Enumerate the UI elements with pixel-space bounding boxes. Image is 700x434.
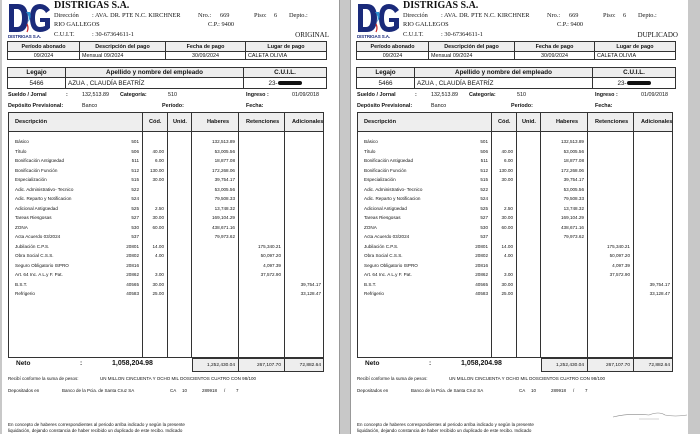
concept-code: 530 (480, 224, 488, 230)
concept-description: B.S.T. (15, 281, 28, 287)
concept-row (9, 157, 323, 166)
concept-row (9, 271, 323, 280)
concept-haberes: 53,005.56 (214, 148, 235, 154)
cuil-prefix: 23- (268, 79, 278, 87)
lugar-value: CALETA OLIVIA (595, 52, 676, 60)
concept-description: Bonificación Función (364, 167, 407, 173)
concept-units: 30.00 (501, 215, 513, 220)
concept-retenciones: 37,572.90 (260, 272, 281, 277)
name-header: Apellido y nombre del empleado (415, 68, 593, 78)
bank-name: Banco de la Pcia. de Santa Cruz SA (62, 388, 135, 393)
total-retenciones: 267,107.70 (605, 363, 630, 368)
account-branch: 10 (182, 388, 188, 393)
piso-value: 6 (623, 12, 627, 19)
concept-units: 130.00 (149, 167, 164, 173)
recibi-text: UN MILLON CINCUENTA Y OCHO MIL DOSCIENTOS CUATRO CON 98/100 (100, 376, 256, 381)
concept-code: 506 (131, 148, 139, 154)
concept-description: Acta Acuerdo 03/2024 (364, 234, 410, 239)
nro-label: Nro.: (547, 12, 561, 19)
concept-haberes: 79,973.62 (214, 234, 235, 239)
concept-description: Refrigerio (15, 291, 35, 296)
concept-haberes: 13,748.32 (214, 205, 235, 211)
depositados-label: Depositados en (8, 388, 40, 393)
concept-code: 524 (480, 196, 488, 201)
col-adicionales: Adicionales (292, 119, 324, 125)
copy-label: DUPLICADO (637, 31, 678, 39)
concept-haberes: 79,508.33 (214, 196, 235, 201)
descripcion-value: Mensual 09/2024 (80, 52, 166, 60)
concept-haberes: 169,104.29 (561, 215, 584, 220)
deposito-value: Banco (82, 103, 98, 109)
bank-name: Banco de la Pcia. de Santa Cruz SA (411, 388, 484, 393)
cuit-value: : 30-67364611-1 (92, 31, 134, 38)
categoria-label: Categoría: (120, 92, 147, 98)
concept-code: 537 (131, 234, 139, 239)
redaction-mark (627, 81, 651, 85)
concept-units: 40.00 (152, 148, 164, 154)
distrigas-logo (8, 2, 52, 40)
total-haberes: 1,252,430.04 (555, 363, 584, 368)
concept-haberes: 13,748.32 (563, 205, 584, 211)
col-retenciones: Retenciones (595, 119, 629, 125)
concept-description: Especialización (364, 177, 396, 182)
col-haberes: Haberes (556, 119, 579, 125)
concept-row (358, 262, 672, 271)
legal-text-1: En concepto de haberes correspondientes al periodo arriba indicado y según la presente (8, 422, 185, 427)
concept-row (9, 167, 323, 176)
concept-haberes: 18,877.08 (563, 158, 584, 163)
concept-code: 20802 (475, 253, 488, 258)
periodo-value: 09/2024 (357, 52, 429, 60)
concept-description: Seguro Obligatorio ISPRO (15, 262, 69, 268)
depositados-label: Depositados en (357, 388, 389, 393)
concept-units: 30.00 (152, 281, 164, 287)
piso-value: 6 (274, 12, 278, 19)
concept-units: 30.00 (501, 281, 513, 287)
recibi-label: Recibí conforme la suma de pesos: (8, 376, 79, 381)
concept-adicionales: 33,128.47 (649, 291, 670, 296)
total-adicionales: 72,882.64 (299, 363, 321, 368)
concept-units: 60.00 (501, 224, 513, 230)
concept-code: 506 (480, 148, 488, 154)
recibi-text: UN MILLON CINCUENTA Y OCHO MIL DOSCIENTOS CUATRO CON 98/100 (449, 376, 605, 381)
concept-row (9, 243, 323, 252)
concept-code: 40583 (475, 291, 488, 296)
cuit-label: C.U.I.T. (403, 31, 424, 38)
concept-haberes: 39,754.17 (214, 177, 235, 182)
company-name: DISTRIGAS S.A. (54, 0, 130, 11)
concept-units: 6.00 (155, 158, 164, 163)
concept-units: 4.00 (155, 253, 164, 258)
col-retenciones: Retenciones (246, 119, 280, 125)
concept-units: 30.00 (152, 177, 164, 182)
concept-code: 527 (480, 215, 488, 220)
legajo-value: 5466 (8, 78, 66, 89)
address-label: Dirección (54, 12, 79, 19)
concept-code: 524 (131, 196, 139, 201)
concept-code: 20862 (475, 272, 488, 277)
address-value: : AVA. DR. PTE N.C. KIRCHNER (92, 12, 181, 19)
neto-value: 1,058,204.98 (461, 360, 502, 367)
concept-row (9, 262, 323, 271)
concept-haberes: 132,513.89 (561, 139, 584, 144)
concept-units: 14.00 (501, 243, 513, 249)
concept-adicionales: 33,128.47 (300, 291, 321, 296)
payment-table (7, 41, 327, 60)
concept-code: 525 (131, 205, 139, 211)
cuit-value: : 30-67364611-1 (441, 31, 483, 38)
concept-row (358, 271, 672, 280)
legal-text-2: liquidación, dejando constancia de haber recibido un duplicado de este recibo. Indicado (8, 428, 183, 433)
legajo-value: 5466 (357, 78, 415, 89)
deposito-label: Depósito Previsional: (8, 103, 64, 109)
nro-label: Nro.: (198, 12, 212, 19)
concept-row (358, 290, 672, 299)
dg-logo-icon (8, 2, 52, 34)
col-adicionales: Adicionales (641, 119, 673, 125)
neto-value: 1,058,204.98 (112, 360, 153, 367)
piso-label: Piso: (254, 12, 267, 19)
concept-description: Tareas Riesgosas (364, 215, 401, 220)
concept-code: 515 (131, 177, 139, 182)
concept-description: Jubilación C.P.S. (364, 243, 399, 249)
fecha-value: 30/09/2024 (166, 52, 246, 60)
concepts-table (8, 112, 324, 358)
concept-description: Título (15, 148, 27, 154)
dg-logo-icon (357, 2, 401, 34)
concept-code: 537 (480, 234, 488, 239)
concept-code: 40565 (126, 281, 139, 287)
neto-label: Neto (365, 360, 380, 367)
concept-row (9, 205, 323, 214)
concept-row (9, 233, 323, 242)
concept-haberes: 132,513.89 (212, 139, 235, 144)
redaction-mark (278, 81, 302, 85)
fecha-value: 30/09/2024 (515, 52, 595, 60)
city: RIO GALLEGOS (54, 21, 100, 28)
address-value: : AVA. DR. PTE N.C. KIRCHNER (441, 12, 530, 19)
concept-haberes: 53,005.56 (563, 186, 584, 192)
legal-text-1: En concepto de haberes correspondientes al periodo arriba indicado y según la presente (357, 422, 534, 427)
address-label: Dirección (403, 12, 428, 19)
concepts-header (358, 113, 672, 132)
periodo-label: Período: (511, 103, 533, 109)
concept-code: 511 (480, 158, 488, 163)
sueldo-value: 132,513.89 (431, 92, 458, 98)
concept-haberes: 79,508.33 (563, 196, 584, 201)
postal-code: C.P.: 9400 (208, 21, 235, 28)
concept-description: B.S.T. (364, 281, 377, 287)
fecha-label: Fecha: (246, 103, 264, 109)
concept-code: 501 (480, 139, 488, 144)
depto-label: Depto.: (289, 12, 308, 19)
concept-description: Adic. Administrativo- Tecnico (364, 186, 423, 192)
concept-retenciones: 50,097.20 (260, 253, 281, 258)
concept-description: ZONA (364, 224, 377, 230)
concept-code: 20802 (126, 253, 139, 258)
concepts-header (9, 113, 323, 132)
concept-haberes: 169,104.29 (212, 215, 235, 220)
company-name: DISTRIGAS S.A. (403, 0, 479, 11)
total-retenciones: 267,107.70 (256, 363, 281, 368)
periodo-label: Período: (162, 103, 184, 109)
concept-retenciones: 175,340.21 (607, 243, 630, 249)
payment-header: Fecha de pago (166, 42, 246, 52)
sueldo-label: Sueldo / Jornal (8, 92, 47, 98)
concept-description: Jubilación C.P.S. (15, 243, 50, 249)
ingreso-value: 01/09/2018 (641, 92, 668, 98)
concept-row (358, 195, 672, 204)
col-cod: Cód. (149, 119, 162, 125)
concept-row (358, 186, 672, 195)
account-digit: 7 (585, 388, 588, 393)
concept-units: 60.00 (152, 224, 164, 230)
concept-code: 512 (480, 167, 488, 173)
cuil-prefix: 23- (617, 79, 627, 87)
concept-row (9, 214, 323, 223)
concept-code: 530 (131, 224, 139, 230)
account-digit: 7 (236, 388, 239, 393)
deposito-label: Depósito Previsional: (357, 103, 413, 109)
concept-description: Adic. Reparto y Notificacion (364, 196, 421, 201)
concept-row (358, 224, 672, 233)
receipt-page-duplicado: DISTRIGAS S.A. DISTRIGAS S.A. Dirección : AVA. DR. PTE N.C. KIRCHNER Nro.: 669 Piso: 6 Depto.: RIO GALLEGOS C.P.: 9400 C.U.I.T. : 30-67364611-1 DUPLICADO Período abonado Descripción del pago Fecha de pago Lugar de pago 09/2024 Mensual 09/2024 30/09/2024 CALETA OLIVIA Legajo Apellido y nombre del empleado C.U.I.L. 5466 AZUA , CLAUDÍA BEATRÍZ 23- Sueldo / Jornal : 132,513.89 Categoría: 510 Ingreso : 01/09/2018 Depósito Previsional: Banco Período: Fecha: Descripción Cód. Unid. Haberes Retenciones Adicionales Básico 501 132,513.89 Título 506 40.00 53,005.56 Bonificación Antigüedad 511 6.00 18,877.08 Bonificación Función 512 130.00 172,268.06 Especialización 515 30.00 39,754.17 Adic. Administrativo- Tecnico 522 53,005.56 Adic. Reparto y Notificacion 524 79,508.33 Adicional Antigüedad 525 2.50 13,748.32 Tareas Riesgosas 527 30.00 169,104.29 ZONA 530 60.00 438,671.16 Acta Acuerdo 03/2024 537 79,973.62 Jubilación C.P.S. 20801 14.00 175,340.21 Obra Social C.S.S. 20802 4.00 50,097.20 Seguro Obligatorio ISPRO 20816 4,097.39 Art. 64 Inc. A L.y F. Pat. 20862 3.00 37,572.90 B.S.T. 40565 30.00 39,754.17 Refrigerio 40583 25.00 33,128.47 Neto : 1,058,204.98 1,252,430.04 267,107.70 72,882.64 Recibí conforme la suma de pesos: UN MILLON CINCUENTA Y OCHO MIL DOSCIENTOS CUATRO CON 98/100 Depositados en Banco de la Pcia. de Santa Cruz SA CA 10 289918 / 7 En concepto de haberes correspondientes al periodo arriba indicado y según la presente liquidación, dejando constancia de haber recibido un duplicado de este recibo. Indicado (350, 0, 688, 434)
concept-retenciones: 175,340.21 (258, 243, 281, 249)
receipt-page-original: DISTRIGAS S.A. DISTRIGAS S.A. Dirección : AVA. DR. PTE N.C. KIRCHNER Nro.: 669 Piso: 6 Depto.: RIO GALLEGOS C.P.: 9400 C.U.I.T. : 30-67364611-1 ORIGINAL Período abonado Descripción del pago Fecha de pago Lugar de pago 09/2024 Mensual 09/2024 30/09/2024 CALETA OLIVIA Legajo Apellido y nombre del empleado C.U.I.L. 5466 AZUA , CLAUDÍA BEATRÍZ 23- Sueldo / Jornal : 132,513.89 Categoría: 510 Ingreso : 01/09/2018 Depósito Previsional: Banco Período: Fecha: Descripción Cód. Unid. Haberes Retenciones Adicionales Básico 501 132,513.89 Título 506 40.00 53,005.56 Bonificación Antigüedad 511 6.00 18,877.08 Bonificación Función 512 130.00 172,268.06 Especialización 515 30.00 39,754.17 Adic. Administrativo- Tecnico 522 53,005.56 Adic. Reparto y Notificacion 524 79,508.33 Adicional Antigüedad 525 2.50 13,748.32 Tareas Riesgosas 527 30.00 169,104.29 ZONA 530 60.00 438,671.16 Acta Acuerdo 03/2024 537 79,973.62 Jubilación C.P.S. 20801 14.00 175,340.21 Obra Social C.S.S. 20802 4.00 50,097.20 Seguro Obligatorio ISPRO 20816 4,097.39 Art. 64 Inc. A L.y F. Pat. 20862 3.00 37,572.90 B.S.T. 40565 30.00 39,754.17 Refrigerio 40583 25.00 33,128.47 Neto : 1,058,204.98 1,252,430.04 267,107.70 72,882.64 Recibí conforme la suma de pesos: UN MILLON CINCUENTA Y OCHO MIL DOSCIENTOS CUATRO CON 98/100 Depositados en Banco de la Pcia. de Santa Cruz SA CA 10 289918 / 7 En concepto de haberes correspondientes al periodo arriba indicado y según la presente liquidación, dejando constancia de haber recibido un duplicado de este recibo. Indicado (2, 0, 340, 434)
account-type: CA (170, 388, 177, 393)
signature-mark (609, 408, 688, 420)
legajo-header: Legajo (357, 68, 415, 78)
concept-units: 3.00 (155, 272, 164, 277)
employee-name: AZUA , CLAUDÍA BEATRÍZ (415, 78, 593, 89)
concept-description: Acta Acuerdo 03/2024 (15, 234, 61, 239)
descripcion-value: Mensual 09/2024 (429, 52, 515, 60)
col-unid: Unid. (173, 119, 187, 125)
concept-units: 25.00 (152, 291, 164, 296)
concept-row (9, 148, 323, 157)
concept-row (358, 281, 672, 290)
payment-header: Descripción del pago (80, 42, 166, 52)
categoria-value: 510 (168, 92, 177, 98)
concept-description: Bonificación Antigüedad (15, 158, 65, 163)
lugar-value: CALETA OLIVIA (246, 52, 327, 60)
payment-header: Lugar de pago (595, 42, 676, 52)
sueldo-value: 132,513.89 (82, 92, 109, 98)
concept-code: 20862 (126, 272, 139, 277)
payment-header: Período abonado (8, 42, 80, 52)
concept-code: 522 (480, 186, 488, 192)
neto-label: Neto (16, 360, 31, 367)
concept-haberes: 438,671.16 (212, 224, 235, 230)
legal-text-2: liquidación, dejando constancia de haber recibido un duplicado de este recibo. Indicado (357, 428, 532, 433)
col-haberes: Haberes (207, 119, 230, 125)
piso-label: Piso: (603, 12, 616, 19)
net-row: Neto : 1,058,204.98 1,252,430.04 267,107.70 72,882.64 (357, 358, 673, 372)
concept-description: Art. 64 Inc. A L.y F. Pat. (364, 272, 412, 277)
concept-haberes: 438,671.16 (561, 224, 584, 230)
concept-row (9, 195, 323, 204)
city: RIO GALLEGOS (403, 21, 449, 28)
concept-row (358, 167, 672, 176)
concept-description: Obra Social C.S.S. (364, 253, 403, 258)
concept-haberes: 79,973.62 (563, 234, 584, 239)
concept-row (358, 214, 672, 223)
nro-value: 669 (569, 12, 579, 19)
recibi-label: Recibí conforme la suma de pesos: (357, 376, 428, 381)
concept-haberes: 39,754.17 (563, 177, 584, 182)
account-number: 289918 (551, 388, 567, 393)
concept-units: 130.00 (498, 167, 513, 173)
payment-table (356, 41, 676, 60)
account-number: 289918 (202, 388, 218, 393)
total-adicionales: 72,882.64 (648, 363, 670, 368)
concept-haberes: 18,877.08 (214, 158, 235, 163)
col-unid: Unid. (522, 119, 536, 125)
concept-description: Especialización (15, 177, 47, 182)
fecha-label: Fecha: (595, 103, 613, 109)
concept-row (358, 176, 672, 185)
concept-code: 525 (480, 205, 488, 211)
concept-row (9, 290, 323, 299)
concept-retenciones: 50,097.20 (609, 253, 630, 258)
concept-code: 20801 (126, 243, 139, 249)
concept-code: 512 (131, 167, 139, 173)
postal-code: C.P.: 9400 (557, 21, 584, 28)
concept-code: 527 (131, 215, 139, 220)
concept-description: Seguro Obligatorio ISPRO (364, 262, 418, 268)
concept-code: 522 (131, 186, 139, 192)
concept-code: 515 (480, 177, 488, 182)
cuil-header: C.U.I.L. (244, 68, 327, 78)
concept-units: 25.00 (501, 291, 513, 296)
concept-code: 40565 (475, 281, 488, 287)
categoria-value: 510 (517, 92, 526, 98)
periodo-value: 09/2024 (8, 52, 80, 60)
payment-header: Lugar de pago (246, 42, 327, 52)
concept-units: 40.00 (501, 148, 513, 154)
concept-description: Bonificación Función (15, 167, 58, 173)
ingreso-value: 01/09/2018 (292, 92, 319, 98)
concept-row (9, 186, 323, 195)
col-descripcion: Descripción (15, 119, 48, 125)
col-cod: Cód. (498, 119, 511, 125)
sueldo-label: Sueldo / Jornal (357, 92, 396, 98)
concept-adicionales: 39,754.17 (300, 281, 321, 287)
total-haberes: 1,252,430.04 (206, 363, 235, 368)
concept-retenciones: 37,572.90 (609, 272, 630, 277)
concept-description: Adic. Reparto y Notificacion (15, 196, 72, 201)
payment-header: Descripción del pago (429, 42, 515, 52)
col-descripcion: Descripción (364, 119, 397, 125)
employee-table (7, 67, 327, 89)
totals-box (192, 358, 324, 372)
concept-row (9, 281, 323, 290)
logo-brand-text: DISTRIGAS S.A. (8, 34, 42, 39)
concept-haberes: 172,268.06 (561, 167, 584, 173)
account-type: CA (519, 388, 526, 393)
employee-name: AZUA , CLAUDÍA BEATRÍZ (66, 78, 244, 89)
categoria-label: Categoría: (469, 92, 496, 98)
concept-units: 30.00 (152, 215, 164, 220)
concept-description: Refrigerio (364, 291, 384, 296)
concept-units: 2.50 (155, 205, 164, 211)
concept-haberes: 172,268.06 (212, 167, 235, 173)
legajo-header: Legajo (8, 68, 66, 78)
concept-description: Art. 64 Inc. A L.y F. Pat. (15, 272, 63, 277)
concept-code: 40583 (126, 291, 139, 296)
concept-row (358, 205, 672, 214)
concept-code: 501 (131, 139, 139, 144)
depto-label: Depto.: (638, 12, 657, 19)
distrigas-logo (357, 2, 401, 40)
concept-retenciones: 4,097.39 (612, 262, 630, 268)
concept-description: ZONA (15, 224, 28, 230)
net-row: Neto : 1,058,204.98 1,252,430.04 267,107.70 72,882.64 (8, 358, 324, 372)
concepts-table (357, 112, 673, 358)
concept-adicionales: 39,754.17 (649, 281, 670, 287)
concept-units: 6.00 (504, 158, 513, 163)
account-branch: 10 (531, 388, 537, 393)
nro-value: 669 (220, 12, 230, 19)
payment-header: Fecha de pago (515, 42, 595, 52)
concept-haberes: 53,005.56 (563, 148, 584, 154)
concept-code: 20816 (126, 262, 139, 268)
concept-description: Adicional Antigüedad (364, 205, 407, 211)
concept-code: 20801 (475, 243, 488, 249)
concept-row (358, 138, 672, 147)
concept-units: 3.00 (504, 272, 513, 277)
concept-description: Básico (15, 139, 29, 144)
ingreso-label: Ingreso : (246, 92, 269, 98)
concept-row (358, 148, 672, 157)
concept-row (9, 138, 323, 147)
payment-header: Período abonado (357, 42, 429, 52)
employee-table (356, 67, 676, 89)
concept-row (358, 157, 672, 166)
deposito-value: Banco (431, 103, 447, 109)
concept-units: 2.50 (504, 205, 513, 211)
cuil-header: C.U.I.L. (593, 68, 676, 78)
concept-code: 20816 (475, 262, 488, 268)
concept-row (358, 252, 672, 261)
concept-units: 4.00 (504, 253, 513, 258)
concept-row (358, 243, 672, 252)
ingreso-label: Ingreso : (595, 92, 618, 98)
concept-row (9, 224, 323, 233)
concept-description: Obra Social C.S.S. (15, 253, 54, 258)
name-header: Apellido y nombre del empleado (66, 68, 244, 78)
copy-label: ORIGINAL (295, 31, 329, 39)
concept-row (358, 233, 672, 242)
concept-retenciones: 4,097.39 (263, 262, 281, 268)
totals-box (541, 358, 673, 372)
concept-description: Bonificación Antigüedad (364, 158, 414, 163)
concept-units: 30.00 (501, 177, 513, 182)
concept-description: Básico (364, 139, 378, 144)
concept-description: Título (364, 148, 376, 154)
concept-description: Adic. Administrativo- Tecnico (15, 186, 74, 192)
concept-code: 511 (131, 158, 139, 163)
cuit-label: C.U.I.T. (54, 31, 75, 38)
logo-brand-text: DISTRIGAS S.A. (357, 34, 391, 39)
concept-row (9, 252, 323, 261)
concept-description: Tareas Riesgosas (15, 215, 52, 220)
concept-units: 14.00 (152, 243, 164, 249)
concept-row (9, 176, 323, 185)
concept-haberes: 53,005.56 (214, 186, 235, 192)
concept-description: Adicional Antigüedad (15, 205, 58, 211)
